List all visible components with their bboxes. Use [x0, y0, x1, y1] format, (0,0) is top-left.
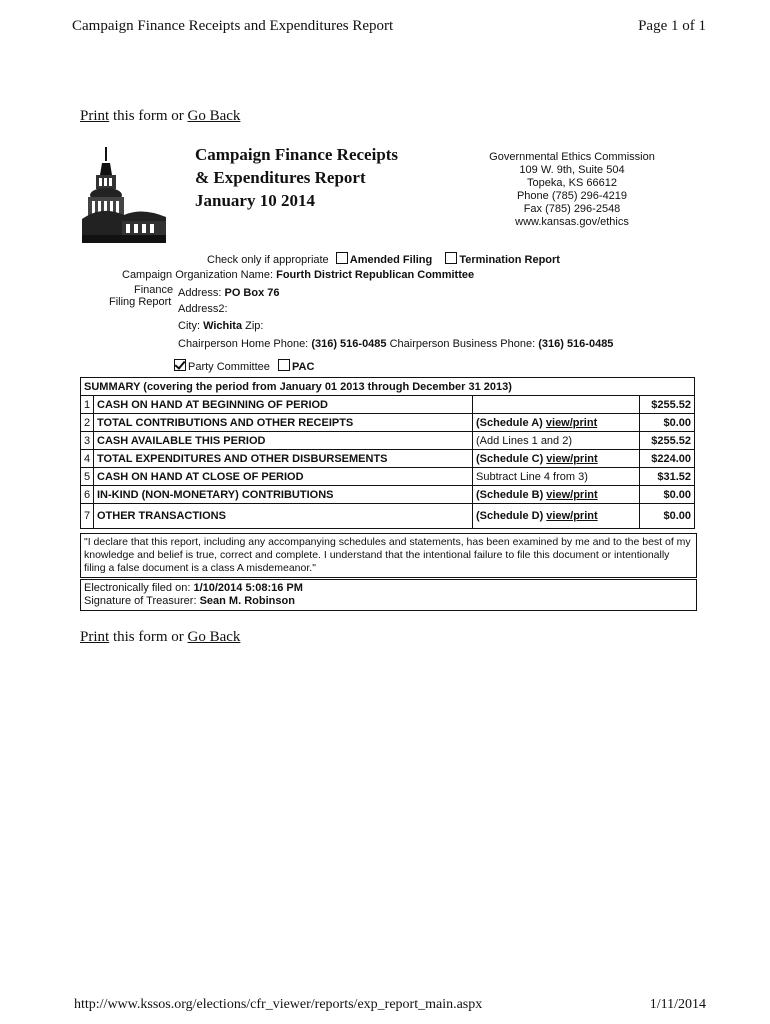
bottom-nav — [80, 629, 240, 646]
address-label: Address: — [178, 287, 222, 299]
filing-report-label: Filing Report — [109, 296, 172, 308]
row-description: TOTAL EXPENDITURES AND OTHER DISBURSEMENTS — [94, 450, 473, 468]
commission-phone: Phone (785) 296-4219 — [516, 190, 628, 202]
address2-label: Address2: — [178, 303, 228, 315]
row-schedule — [473, 504, 640, 529]
nav-text: this form or — [109, 108, 188, 124]
committee-type-options — [174, 359, 314, 373]
zip-label: Zip: — [245, 320, 264, 332]
address-value: PO Box 76 — [224, 287, 280, 299]
treasurer-row — [84, 595, 693, 608]
row-number: 2 — [81, 414, 94, 432]
summary-table — [80, 377, 695, 529]
termination-report-checkbox[interactable] — [445, 252, 457, 264]
commission-address2: Topeka, KS 66612 — [527, 177, 617, 189]
top-nav — [80, 108, 240, 125]
table-row — [81, 486, 695, 504]
filed-on-label: Electronically filed on: — [84, 582, 191, 594]
row-schedule: Subtract Line 4 from 3) — [473, 468, 640, 486]
pac-label: PAC — [291, 361, 315, 373]
report-title-line2: & Expenditures Report — [195, 168, 366, 187]
report-title — [195, 143, 398, 212]
org-name-row — [122, 269, 474, 281]
table-row — [81, 468, 695, 486]
row-schedule — [473, 414, 640, 432]
table-row — [81, 432, 695, 450]
row-amount: $255.52 — [640, 396, 695, 414]
row-description: OTHER TRANSACTIONS — [94, 504, 473, 529]
filed-on-value: 1/10/2014 5:08:16 PM — [193, 582, 303, 594]
row-amount: $0.00 — [640, 414, 695, 432]
footer-url: http://www.kssos.org/elections/cfr_viewer/reports/exp_report_main.aspx — [74, 997, 483, 1012]
treasurer-label: Signature of Treasurer: — [84, 595, 197, 607]
org-name-value: Fourth District Republican Committee — [276, 269, 475, 281]
row-number: 3 — [81, 432, 94, 450]
table-row — [81, 504, 695, 529]
nav-text: this form or — [109, 629, 188, 645]
footer-date: 1/11/2014 — [649, 997, 706, 1012]
treasurer-value: Sean M. Robinson — [199, 595, 295, 607]
schedule-c-view-print-link[interactable]: view/print — [546, 452, 598, 465]
commission-name: Governmental Ethics Commission — [489, 151, 655, 163]
party-committee-label: Party Committee — [188, 361, 270, 373]
go-back-link[interactable]: Go Back — [187, 108, 241, 124]
summary-heading-row — [81, 378, 695, 396]
org-name-label: Campaign Organization Name: — [122, 269, 274, 281]
party-committee-checkbox[interactable] — [174, 359, 186, 371]
row-amount: $31.52 — [640, 468, 695, 486]
pac-checkbox[interactable] — [278, 359, 290, 371]
finance-label: Finance — [134, 284, 174, 296]
schedule-b-view-print-link[interactable]: view/print — [546, 488, 598, 501]
row-number: 6 — [81, 486, 94, 504]
go-back-link[interactable]: Go Back — [187, 629, 241, 645]
summary-heading: SUMMARY (covering the period from January 01 2013 through December 31 2013) — [81, 378, 695, 396]
schedule-label: (Schedule C) — [476, 452, 547, 465]
row-number: 5 — [81, 468, 94, 486]
signature-block — [80, 579, 697, 611]
address-row — [178, 287, 280, 299]
row-amount: $224.00 — [640, 450, 695, 468]
print-link[interactable]: Print — [80, 629, 110, 645]
schedule-label: (Schedule B) — [476, 488, 547, 501]
print-link[interactable]: Print — [80, 108, 110, 124]
termination-report-label: Termination Report — [459, 254, 560, 266]
home-phone-label: Chairperson Home Phone: — [178, 338, 309, 350]
page-header-title: Campaign Finance Receipts and Expenditures Report — [72, 18, 394, 34]
row-schedule: (Add Lines 1 and 2) — [473, 432, 640, 450]
city-value: Wichita — [203, 320, 243, 332]
row-amount: $0.00 — [640, 504, 695, 529]
row-number: 4 — [81, 450, 94, 468]
row-schedule — [473, 486, 640, 504]
row-description: CASH ON HAND AT BEGINNING OF PERIOD — [94, 396, 473, 414]
schedule-label: (Schedule D) — [476, 510, 547, 522]
commission-info — [452, 151, 692, 229]
city-row — [178, 320, 263, 332]
amended-filing-label: Amended Filing — [349, 254, 433, 266]
kansas-capitol-seal-icon — [82, 145, 166, 243]
commission-fax: Fax (785) 296-2548 — [523, 203, 621, 215]
schedule-a-view-print-link[interactable]: view/print — [545, 416, 598, 429]
table-row — [81, 414, 695, 432]
commission-web: www.kansas.gov/ethics — [515, 216, 629, 228]
row-schedule — [473, 450, 640, 468]
phone-row — [178, 338, 613, 350]
page-number: Page 1 of 1 — [638, 18, 706, 34]
row-number: 7 — [81, 504, 94, 529]
check-prompt: Check only if appropriate — [207, 254, 329, 266]
city-label: City: — [178, 320, 200, 332]
row-description: IN-KIND (NON-MONETARY) CONTRIBUTIONS — [94, 486, 473, 504]
report-date: January 10 2014 — [195, 191, 315, 210]
business-phone-label: Chairperson Business Phone: — [389, 338, 536, 350]
filing-type-options — [207, 252, 560, 266]
amended-filing-checkbox[interactable] — [336, 252, 348, 264]
report-title-line1: Campaign Finance Receipts — [195, 145, 399, 164]
declaration-statement: "I declare that this report, including any accompanying schedules and statements, has been examined by me and to the best of my knowledge and belief is true, correct and complete. I understand that the intentional failure to file this document or intentionally filing a false document is a class A misdemeanor." — [80, 533, 697, 578]
schedule-label: (Schedule A) — [476, 416, 546, 429]
table-row — [81, 396, 695, 414]
table-row — [81, 450, 695, 468]
home-phone-value: (316) 516-0485 — [311, 338, 387, 350]
commission-address1: 109 W. 9th, Suite 504 — [519, 164, 625, 176]
row-schedule — [473, 396, 640, 414]
row-description: TOTAL CONTRIBUTIONS AND OTHER RECEIPTS — [94, 414, 473, 432]
row-amount: $0.00 — [640, 486, 695, 504]
schedule-d-view-print-link[interactable]: view/print — [546, 510, 598, 522]
filed-on-row — [84, 582, 693, 595]
business-phone-value: (316) 516-0485 — [538, 338, 614, 350]
row-description: CASH ON HAND AT CLOSE OF PERIOD — [94, 468, 473, 486]
row-amount: $255.52 — [640, 432, 695, 450]
row-description: CASH AVAILABLE THIS PERIOD — [94, 432, 473, 450]
row-number: 1 — [81, 396, 94, 414]
